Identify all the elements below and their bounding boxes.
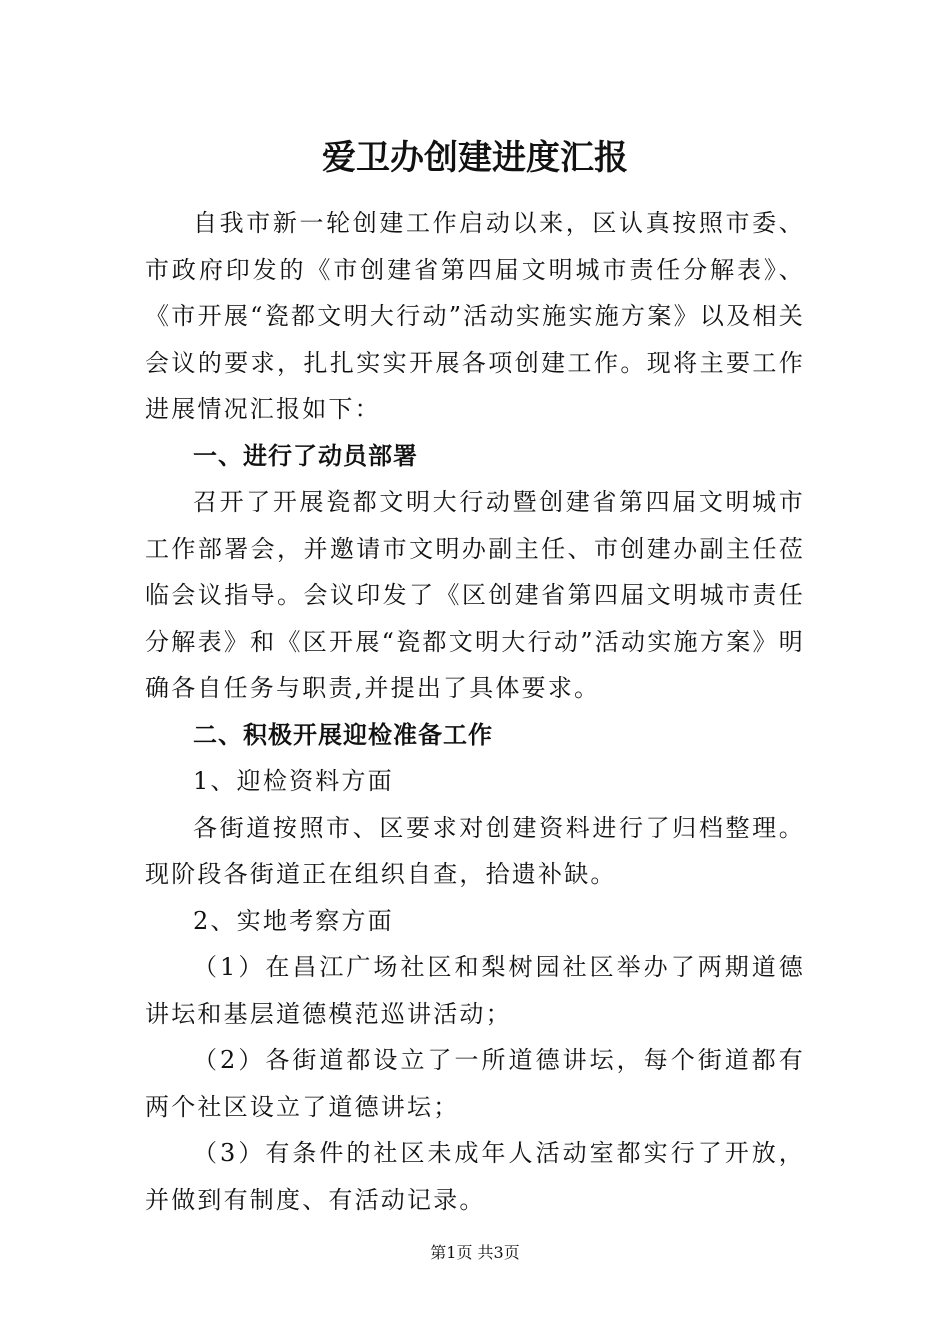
section-heading-inspection-prep: 二、积极开展迎检准备工作 bbox=[193, 720, 493, 749]
paragraph-materials: 各街道按照市、区要求对创建资料进行了归档整理。现阶段各街道正在组织自查，拾遗补缺。 bbox=[145, 813, 805, 888]
paragraph-intro: 自我市新一轮创建工作启动以来，区认真按照市委、市政府印发的《市创建省第四届文明城市责任分解表》、《市开展“瓷都文明大行动”活动实施实施方案》以及相关会议的要求，扎扎实实开展各项创建工作。现将主要工作进展情况汇报如下： bbox=[145, 209, 805, 423]
subheading-field-inspection: 2、实地考察方面 bbox=[193, 906, 394, 935]
section-heading-mobilization: 一、进行了动员部署 bbox=[193, 441, 418, 470]
paragraph-mobilization: 召开了开展瓷都文明大行动暨创建省第四届文明城市工作部署会，并邀请市文明办副主任、市创建办副主任莅临会议指导。会议印发了《区创建省第四届文明城市责任分解表》和《区开展“瓷都文明大行动”活动实施方案》明确各自任务与职责,并提出了具体要求。 bbox=[145, 488, 805, 702]
subheading-materials: 1、迎检资料方面 bbox=[193, 767, 394, 795]
document-body bbox=[145, 200, 805, 1223]
document-title: 爱卫办创建进度汇报 bbox=[322, 138, 628, 178]
list-item-1: （1）在昌江广场社区和梨树园社区举办了两期道德讲坛和基层道德模范巡讲活动； bbox=[145, 953, 805, 1028]
list-item-2: （2）各街道都设立了一所道德讲坛，每个街道都有两个社区设立了道德讲坛； bbox=[145, 1046, 805, 1121]
list-item-3: （3）有条件的社区未成年人活动室都实行了开放，并做到有制度、有活动记录。 bbox=[145, 1139, 805, 1214]
page-footer: 第1页 共3页 bbox=[430, 1243, 520, 1262]
